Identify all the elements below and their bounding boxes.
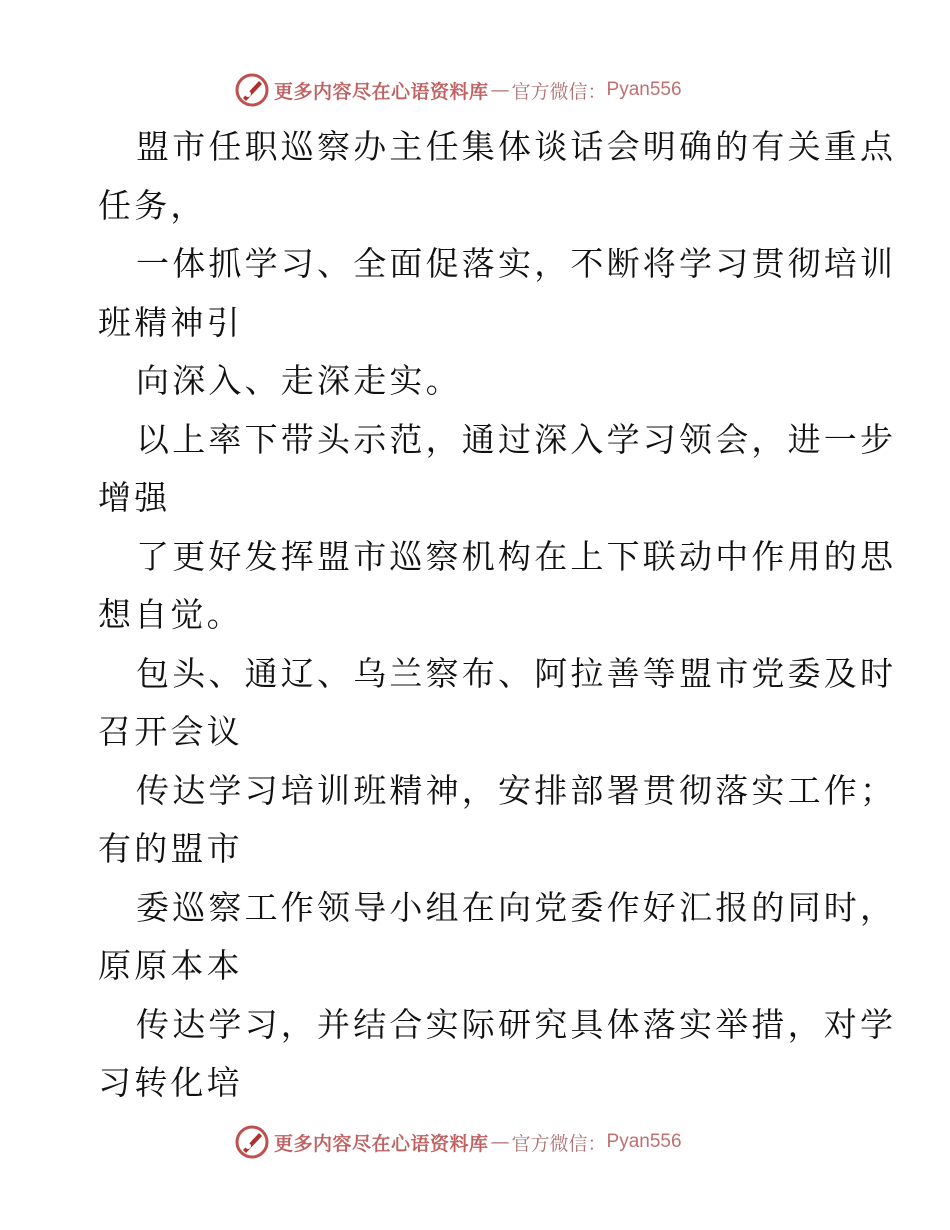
paragraph [98,528,897,645]
quill-logo-icon [234,72,270,108]
text-line: 以上率下带头示范，通过深入学习领会，进一步 [136,419,897,459]
quill-logo-icon [234,1124,270,1160]
text-line: 传达学习，并结合实际研究具体落实举措，对学 [136,1004,897,1044]
watermark-dash: — [490,1131,510,1153]
watermark-official: 官方微信： [511,1132,607,1155]
body-text [98,118,897,1113]
text-line: 盟市任职巡察办主任集体谈话会明确的有关重点 [136,127,897,166]
text-line: 原原本本 [98,946,243,985]
paragraph [98,235,897,352]
paragraph [98,879,897,996]
text-line: 召开会议 [98,712,243,751]
text-line: 向深入、走深走实。 [136,361,462,400]
paragraph [98,118,897,235]
watermark-official: 官方微信： [511,80,607,103]
paragraph [98,996,897,1113]
watermark-brand: 更多内容尽在心语资料库 [274,1132,489,1155]
text-line: 委巡察工作领导小组在向党委作好汇报的同时， [136,887,897,927]
text-line: 一体抓学习、全面促落实，不断将学习贯彻培训 [136,244,897,283]
paragraph [98,352,858,411]
watermark-dash: — [490,79,510,101]
text-line: 了更好发挥盟市巡察机构在上下联动中作用的思 [136,536,897,576]
watermark-id: Pyan556 [606,79,682,100]
text-line: 习转化培 [98,1063,243,1102]
text-line: 有的盟市 [98,829,243,868]
watermark-id: Pyan556 [606,1131,682,1152]
paragraph [98,762,897,879]
text-line: 任务， [98,185,207,225]
text-line: 增强 [98,478,171,517]
watermark-brand: 更多内容尽在心语资料库 [274,80,489,103]
paragraph [98,411,897,528]
text-line: 传达学习培训班精神，安排部署贯彻落实工作； [136,770,897,810]
text-line: 想自觉。 [98,595,243,634]
header-watermark [0,70,950,110]
text-line: 班精神引 [98,302,243,342]
paragraph [98,645,897,762]
text-line: 包头、通辽、乌兰察布、阿拉善等盟市党委及时 [136,653,897,693]
footer-watermark [0,1122,950,1162]
